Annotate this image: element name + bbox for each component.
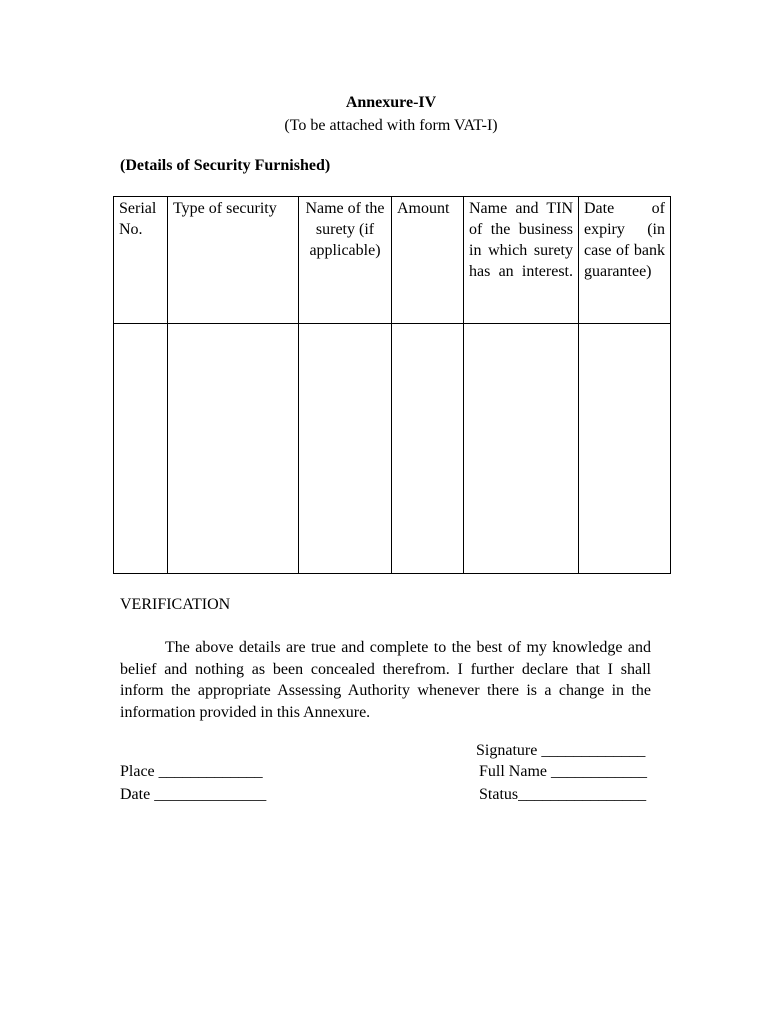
col-serial-no: Serial No. (114, 197, 168, 324)
table-header-row (114, 197, 671, 324)
table-entry-row (114, 324, 671, 574)
date-field[interactable]: Date ______________ (120, 786, 267, 803)
col-name-and-tin: Name and TIN of the business in which surety has an interest. (464, 197, 579, 324)
cell-name-of-surety[interactable] (299, 324, 392, 574)
cell-serial-no[interactable] (114, 324, 168, 574)
col-name-of-surety: Name of the surety (if applicable) (299, 197, 392, 324)
verification-heading: VERIFICATION (120, 596, 231, 613)
signature-field[interactable]: Signature _____________ (476, 742, 646, 759)
security-details-table (113, 196, 671, 574)
full-name-field[interactable]: Full Name ____________ (479, 763, 647, 780)
cell-date-of-expiry[interactable] (579, 324, 671, 574)
cell-amount[interactable] (392, 324, 464, 574)
section-heading: (Details of Security Furnished) (120, 157, 331, 174)
cell-name-and-tin[interactable] (464, 324, 579, 574)
col-date-of-expiry: Date of expiry (in case of bank guarantee) (579, 197, 671, 324)
col-amount: Amount (392, 197, 464, 324)
status-field[interactable]: Status________________ (479, 786, 647, 803)
annexure-title: Annexure-IV (345, 94, 437, 111)
cell-type-of-security[interactable] (168, 324, 299, 574)
place-field[interactable]: Place _____________ (120, 763, 263, 780)
col-type-of-security: Type of security (168, 197, 299, 324)
verification-text: The above details are true and complete to the best of my knowledge and belief and nothing as been concealed therefrom. I further declare that I shall inform the appropriate Assessing Authority whenever there is a change in the information provided in this Annexure. (120, 639, 651, 721)
annexure-subtitle: (To be attached with form VAT-I) (284, 117, 498, 134)
